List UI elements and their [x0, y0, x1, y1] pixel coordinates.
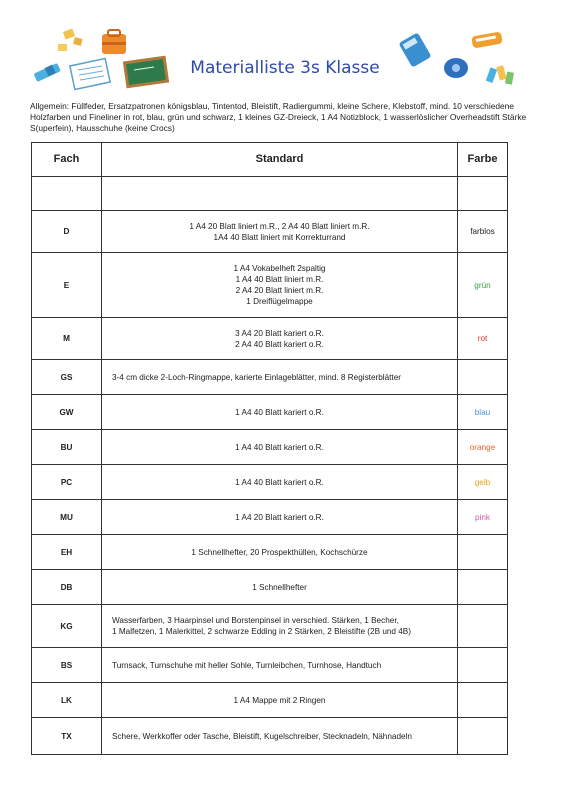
fach-cell: GS — [32, 360, 102, 395]
table-row — [32, 535, 508, 570]
table-row — [32, 500, 508, 535]
farbe-cell: rot — [458, 318, 508, 360]
pencil-case-icon — [471, 31, 503, 48]
standard-line: 2 A4 40 Blatt kariert o.R. — [235, 339, 324, 349]
standard-cell — [102, 605, 458, 648]
crayon-icon — [34, 63, 61, 82]
standard-cell — [102, 253, 458, 318]
fach-cell: M — [32, 318, 102, 360]
table-row — [32, 648, 508, 683]
table-body — [32, 177, 508, 755]
standard-line: Wasserfarben, 3 Haarpinsel und Borstenpinsel in verschied. Stärken, 1 Becher, — [112, 616, 399, 625]
table-row — [32, 253, 508, 318]
fach-cell: GW — [32, 395, 102, 430]
standard-line: 1 A4 Mappe mit 2 Ringen — [233, 695, 326, 705]
crayons-icon — [486, 65, 514, 84]
farbe-cell: orange — [458, 430, 508, 465]
farbe-cell — [458, 570, 508, 605]
standard-line: 2 A4 20 Blatt liniert m.R. — [235, 286, 324, 295]
standard-line: 1 A4 Vokabelheft 2spaltig — [233, 264, 326, 273]
table-header-row — [32, 143, 508, 177]
standard-cell — [102, 683, 458, 718]
standard-line: 1 A4 20 Blatt liniert m.R., 2 A4 40 Blatt liniert m.R. — [189, 221, 370, 231]
fach-cell: BU — [32, 430, 102, 465]
standard-line: 1 Malfetzen, 1 Malerkittel, 2 schwarze Edding in 2 Stärken, 2 Bleistifte (2B und 4B) — [112, 627, 411, 636]
table-row — [32, 605, 508, 648]
fach-cell: MU — [32, 500, 102, 535]
standard-line: 1 A4 40 Blatt kariert o.R. — [235, 407, 324, 417]
standard-cell — [102, 500, 458, 535]
farbe-cell: grün — [458, 253, 508, 318]
sharpener-blue-icon — [444, 58, 468, 78]
standard-line: 3-4 cm dicke 2-Loch-Ringmappe, karierte Einlageblätter, mind. 8 Registerblätter — [112, 372, 401, 382]
farbe-cell: pink — [458, 500, 508, 535]
table-row — [32, 318, 508, 360]
standard-cell — [102, 535, 458, 570]
farbe-cell: farblos — [458, 211, 508, 253]
farbe-cell — [458, 535, 508, 570]
header — [0, 0, 564, 100]
table-row — [32, 360, 508, 395]
farbe-cell — [458, 177, 508, 211]
standard-line: 1 A4 40 Blatt kariert o.R. — [235, 442, 324, 452]
page-title: Materialliste 3s Klasse — [190, 58, 380, 78]
standard-line: 1 Schnellhefter, 20 Prospekthüllen, Kochschürze — [191, 547, 368, 557]
fach-cell: PC — [32, 465, 102, 500]
table-row — [32, 211, 508, 253]
table-row — [32, 570, 508, 605]
fach-cell: LK — [32, 683, 102, 718]
standard-cell — [102, 177, 458, 211]
standard-cell — [102, 430, 458, 465]
farbe-cell — [458, 605, 508, 648]
standard-line: 1 A4 20 Blatt kariert o.R. — [235, 512, 324, 522]
farbe-cell — [458, 360, 508, 395]
header-fach: Fach — [32, 143, 102, 177]
standard-cell — [102, 648, 458, 683]
pencil-sharpener-icon — [58, 29, 83, 51]
farbe-cell: blau — [458, 395, 508, 430]
standard-cell — [102, 570, 458, 605]
fach-cell: TX — [32, 718, 102, 755]
standard-line: 1 A4 40 Blatt kariert o.R. — [235, 477, 324, 487]
standard-line: Schere, Werkkoffer oder Tasche, Bleistift, Kugelschreiber, Stecknadeln, Nähnadeln — [112, 731, 412, 741]
fach-cell: D — [32, 211, 102, 253]
farbe-cell — [458, 683, 508, 718]
table-row — [32, 465, 508, 500]
table-row — [32, 718, 508, 755]
standard-cell — [102, 360, 458, 395]
standard-cell — [102, 211, 458, 253]
standard-line: 1 A4 40 Blatt liniert m.R. — [235, 275, 324, 284]
general-materials-text: Allgemein: Füllfeder, Ersatzpatronen königsblau, Tintentod, Bleistift, Radiergummi, kleine Schere, Klebstoff, mind. 10 verschiedene Holzfarben und Fineliner in rot, blau, grün und schwarz, 1 kleines GZ-Dreieck, 1 A4 Notizblock, 1 wasserlöslicher Overheadstift Stärke S(uperfein), Hausschuhe (keine Crocs) — [30, 101, 527, 133]
standard-line: 1A4 40 Blatt liniert mit Korrekturrand — [213, 232, 346, 242]
fach-cell: KG — [32, 605, 102, 648]
standard-line: 3 A4 20 Blatt kariert o.R. — [235, 328, 324, 338]
standard-line: 1 Schnellhefter — [252, 582, 307, 592]
fach-cell: E — [32, 253, 102, 318]
farbe-cell — [458, 648, 508, 683]
fach-cell: EH — [32, 535, 102, 570]
table-row — [32, 430, 508, 465]
fach-cell — [32, 177, 102, 211]
standard-line: Turnsack, Turnschuhe mit heller Sohle, Turnleibchen, Turnhose, Handtuch — [112, 660, 382, 670]
notebook-icon — [70, 59, 110, 90]
fach-cell: DB — [32, 570, 102, 605]
backpack-icon — [102, 30, 126, 54]
farbe-cell: gelb — [458, 465, 508, 500]
standard-cell — [102, 318, 458, 360]
header-farbe: Farbe — [458, 143, 508, 177]
table-row — [32, 395, 508, 430]
standard-line: 1 Dreiflügelmappe — [246, 297, 313, 306]
standard-cell — [102, 465, 458, 500]
table-row — [32, 683, 508, 718]
materials-table — [31, 142, 508, 755]
header-standard: Standard — [102, 143, 458, 177]
standard-cell — [102, 395, 458, 430]
standard-cell — [102, 718, 458, 755]
fach-cell: BS — [32, 648, 102, 683]
table-row — [32, 177, 508, 211]
farbe-cell — [458, 718, 508, 755]
